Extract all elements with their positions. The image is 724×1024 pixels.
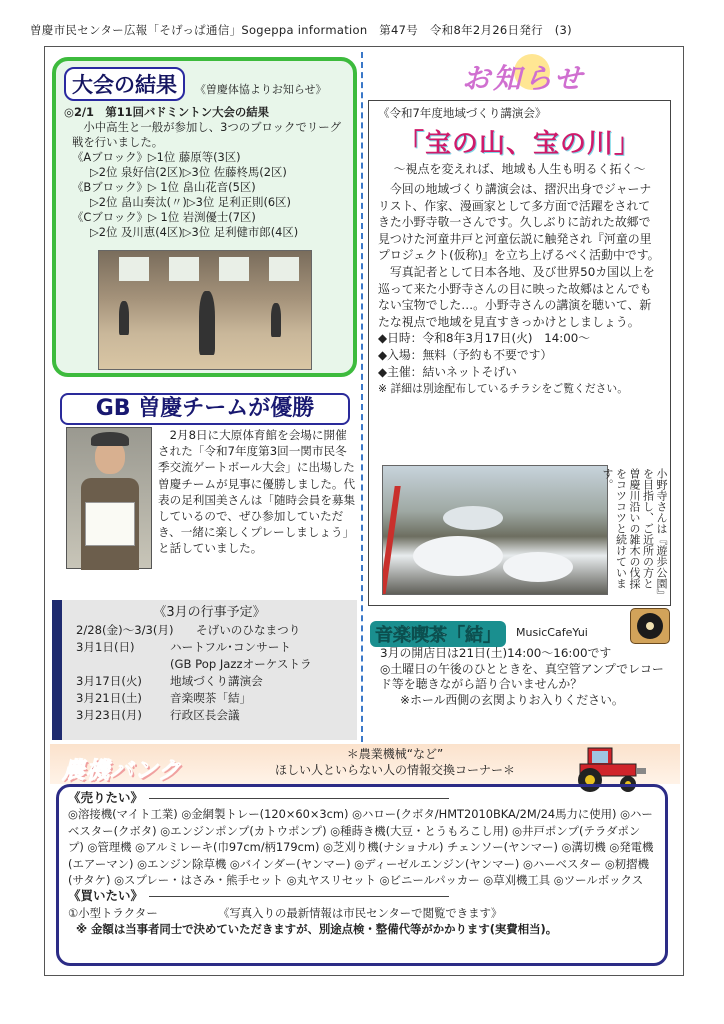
- sell-heading: 《売りたい》: [68, 790, 656, 806]
- column-divider: [361, 52, 363, 742]
- results-title: 大会の結果: [64, 67, 185, 101]
- gb-paragraph: 2月8日に大原体育館を会場に開催された「令和7年度第3回一関市民冬季交流ゲートボール大会」に出場した曽慶チームが見事に優勝しました。代表の足利国美さんは「随時会員を募集しているので、ぜひ参加していただき、一緒に楽しくプレーしましょう」と話していました。: [158, 428, 356, 556]
- lecture-organizer: ◆主催：結いネットそげい: [378, 365, 517, 380]
- river-photo: [382, 465, 608, 595]
- lecture-date: ◆日時：令和8年3月17日(火) 14:00〜: [378, 331, 591, 346]
- schedule-row: (GB Pop Jazzオーケストラ: [170, 657, 312, 671]
- music-cafe-title: 音楽喫茶「結」: [370, 621, 506, 647]
- result-line: 《Bブロック》▷ 1位 畠山花音(5区): [72, 180, 256, 194]
- record-player-icon: [630, 608, 670, 644]
- result-line: ▷2位 畠山奏汰(〃)▷3位 足利正則(6区): [90, 195, 291, 209]
- schedule-row: 3月1日(日) ハートフル･コンサート: [76, 640, 291, 654]
- notice-title: お知らせ: [462, 62, 586, 95]
- schedule-title: 《3月の行事予定》: [153, 605, 266, 620]
- lecture-admission: ◆入場：無料（予約も不要です）: [378, 348, 553, 363]
- schedule-row: 3月17日(火) 地域づくり講演会: [76, 674, 263, 688]
- buy-row: [68, 905, 656, 921]
- schedule-row: 3月21日(土) 音楽喫茶「結」: [76, 691, 252, 705]
- farm-bank-box: [56, 784, 668, 966]
- music-line: ※ホール西側の玄関よりお入りください。: [400, 692, 624, 707]
- farm-tagline: ＊農業機械“など” ほしい人といらない人の情報交換コーナー＊: [274, 747, 515, 777]
- music-line: 3月の開店日は21日(土)14:00〜16:00です: [380, 646, 612, 660]
- results-heading: ◎2/1 第11回バドミントン大会の結果: [64, 105, 270, 119]
- march-schedule: [52, 600, 357, 740]
- schedule-row: 3月23日(月) 行政区長会議: [76, 708, 240, 722]
- music-line: ◎土曜日の午後のひとときを、真空管アンプでレコード等を聴きながら語り合いませんか？: [380, 661, 664, 692]
- results-source: 《曽慶体協よりお知らせ》: [194, 82, 327, 96]
- badminton-photo: [98, 250, 312, 370]
- photo-caption: 小野寺さんは『遊歩公園』を目指し、ご近所の方と曽慶川沿いの雑木の伐採をコツコツと続けています。: [601, 468, 668, 595]
- lecture-kicker: 《令和7年度地域づくり講演会》: [378, 106, 547, 120]
- result-line: ▷2位 及川恵(4区)▷3位 足利健市郎(4区): [90, 225, 299, 239]
- lecture-subtitle: 〜視点を変えれば、地域も人生も明るく拓く〜: [393, 162, 646, 176]
- schedule-row: 2/28(金)〜3/3(月) そげいのひなまつり: [76, 623, 301, 637]
- music-cafe-text: [380, 646, 672, 708]
- page-header: 曽慶市民センター広報「そげっぱ通信」Sogeppa information 第47号 令和8年2月26日発行 (3): [30, 23, 572, 37]
- lecture-paragraph: 今回の地域づくり講演会は、摺沢出身でジャーナリスト、作家、漫画家として多方面で活躍をされてきた小野寺敬一さんです。久しぶりに訪れた故郷で見つけた河童井戸と河童伝説に触発され『河童の里プロジェクト(仮称)』を立ち上げるべく活動中です。: [378, 182, 660, 263]
- result-line: ▷2位 泉好信(2区)▷3位 佐藤柊馬(2区): [90, 165, 287, 179]
- lecture-paragraph: 写真記者として日本各地、及び世界50カ国以上を巡って来た小野寺さんの目に映った故郷はとんでもない宝物でした…。小野寺さんの講演を聴いて、新たな視点で地域を見直すきっかけとしましょう。: [378, 264, 655, 329]
- buy-item: ①小型トラクター: [68, 905, 158, 920]
- buy-note: 《写真入りの最新情報は市民センターで閲覧できます》: [218, 905, 503, 920]
- music-cafe-en: MusicCafeYui: [516, 626, 588, 639]
- result-line: 《Cブロック》▷ 1位 岩渕優士(7区): [72, 210, 256, 224]
- gb-article: [66, 427, 356, 573]
- results-intro: 小中高生と一般が参加し、3つのブロックでリーグ戦を行いました。: [72, 120, 342, 149]
- sell-list: ◎溶接機(マイト工業) ◎金網製トレー(120×60×3cm) ◎ハロー(クボタ/HMT2010BKA/2M/24馬力に使用) ◎ハーベスター(クボタ) ◎エンジンポンプ(カトウポンプ) ◎種蒔き機(大豆・とうもろこし用) ◎井戸ポンプ(テラダポンプ) ◎管理機 ◎アルミレーキ(巾97cm/柄179cm) ◎芝刈り機(ナショナル) チェンソー(ヤンマー) ◎溝切機 ◎発電機(エアーマン) ◎エンジン除草機 ◎バインダー(ヤンマー) ◎ディーゼルエンジン(ヤンマー) ◎ハーベスター ◎籾摺機(サタケ) ◎スプレー・はさみ・熊手セット ◎丸ヤスリセット ◎ビニールパッカー ◎草刈機工具 ◎ツールボックス: [68, 807, 654, 888]
- buy-heading: 《買いたい》: [68, 888, 656, 904]
- gb-title: GB 曽慶チームが優勝: [60, 393, 350, 425]
- lecture-note: ※ 詳細は別途配布しているチラシをご覧ください。: [378, 382, 629, 396]
- farm-bank-title: 農機バンク: [62, 758, 182, 784]
- lecture-title: 「宝の山、宝の川」: [397, 129, 641, 159]
- result-line: 《Aブロック》▷1位 藤原等(3区): [72, 150, 241, 164]
- farm-footer-note: ※ 金額は当事者同士で決めていただきますが、別途点検・整備代等がかかります(実費相当)。: [76, 922, 558, 937]
